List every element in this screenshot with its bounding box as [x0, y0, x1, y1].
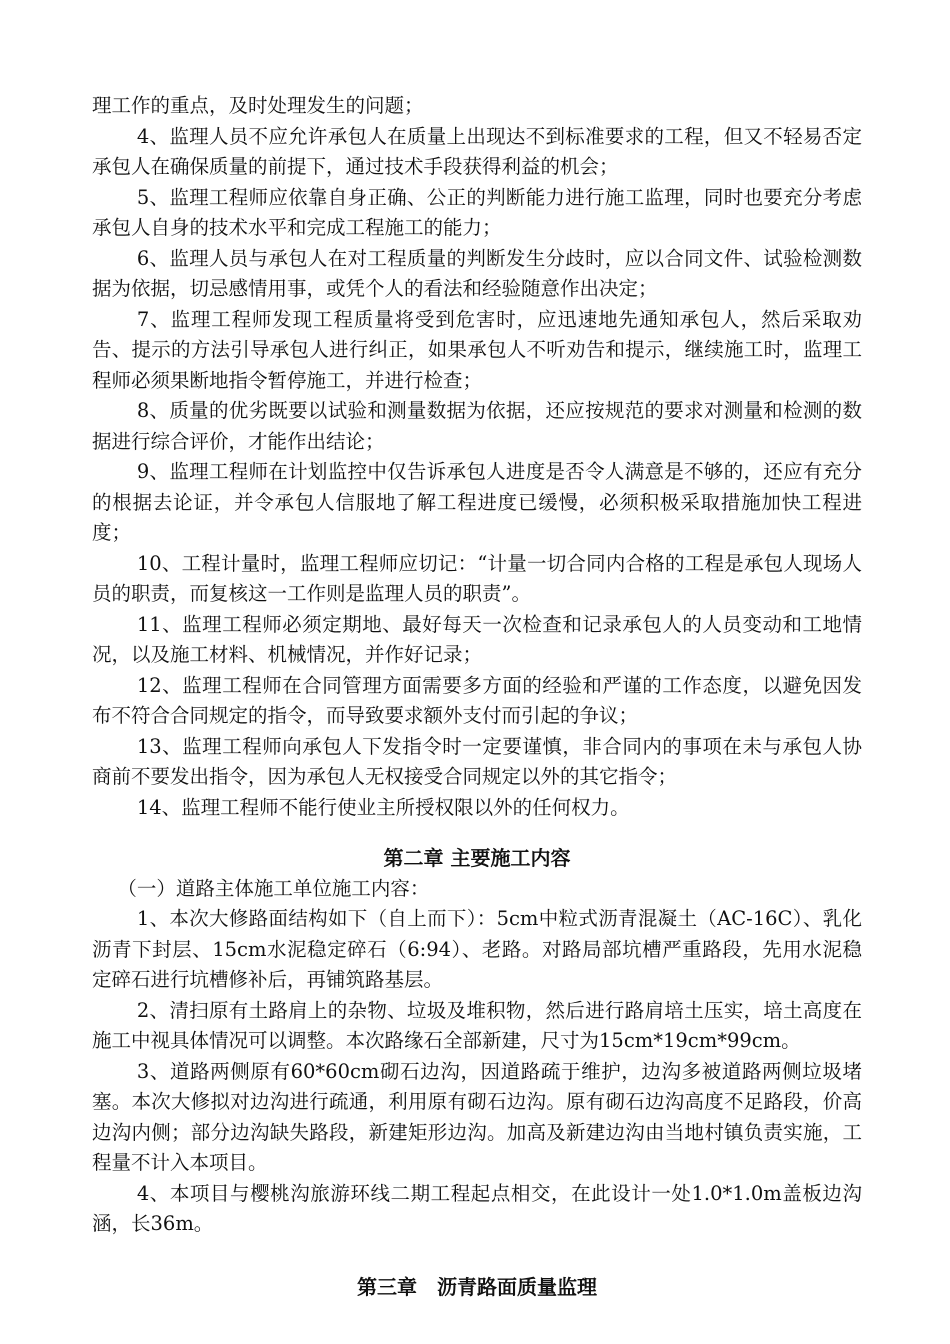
chapter-2-item-3: 3、道路两侧原有60*60cm砌石边沟，因道路疏于维护，边沟多被道路两侧垃圾堵塞。本次大修拟对边沟进行疏通，利用原有砌石边沟。原有砌石边沟高度不足路段，价高边沟内侧；部分边沟缺失路段，新建矩形边沟。加高及新建边沟由当地村镇负责实施，工程量不计入本项目。	[92, 1059, 862, 1174]
paragraph-item-4: 4、监理人员不应允许承包人在质量上出现达不到标准要求的工程，但又不轻易否定承包人在确保质量的前提下，通过技术手段获得利益的机会；	[92, 124, 862, 178]
paragraph-item-12: 12、监理工程师在合同管理方面需要多方面的经验和严谨的工作态度，以避免因发布不符合合同规定的指令，而导致要求额外支付而引起的争议；	[92, 673, 862, 727]
chapter-2-item-1: 1、本次大修路面结构如下（自上而下）：5cm中粒式沥青混凝土（AC-16C）、乳化沥青下封层、15cm水泥稳定碎石（6:94）、老路。对路局部坑槽严重路段，先用水泥稳定碎石进行坑槽修补后，再铺筑路基层。	[92, 907, 862, 991]
paragraph-item-9: 9、监理工程师在计划监控中仅告诉承包人进度是否令人满意是不够的，还应有充分的根据去论证，并令承包人信服地了解工程进度已缓慢，必须积极采取措施加快工程进度；	[92, 460, 862, 544]
paragraph-item-14: 14、监理工程师不能行使业主所授权限以外的任何权力。	[136, 795, 630, 819]
paragraph-item-7: 7、监理工程师发现工程质量将受到危害时，应迅速地先通知承包人，然后采取劝告、提示的方法引导承包人进行纠正，如果承包人不听劝告和提示，继续施工时，监理工程师必须果断地指令暂停施工，并进行检查；	[92, 307, 862, 392]
chapter-3-heading: 第三章 沥青路面质量监理	[357, 1274, 597, 1299]
document-body	[92, 91, 862, 1302]
chapter-2-heading: 第二章 主要施工内容	[383, 846, 571, 870]
paragraph-item-6: 6、监理人员与承包人在对工程质量的判断发生分歧时，应以合同文件、试验检测数据为依据，切忌感情用事，或凭个人的看法和经验随意作出决定；	[92, 246, 862, 300]
paragraph-continuation: 理工作的重点，及时处理发生的问题；	[92, 94, 424, 117]
chapter-2-item-4: 4、本项目与樱桃沟旅游环线二期工程起点相交，在此设计一处1.0*1.0m盖板边沟涵，长36m。	[92, 1181, 862, 1235]
paragraph-item-8: 8、质量的优劣既要以试验和测量数据为依据，还应按规范的要求对测量和检测的数据进行综合评价，才能作出结论；	[92, 399, 862, 453]
paragraph-item-13: 13、监理工程师向承包人下发指令时一定要谨慎，非合同内的事项在未与承包人协商前不要发出指令，因为承包人无权接受合同规定以外的其它指令；	[92, 734, 862, 788]
paragraph-item-5: 5、监理工程师应依靠自身正确、公正的判断能力进行施工监理，同时也要充分考虑承包人自身的技术水平和完成工程施工的能力；	[92, 185, 862, 239]
chapter-2-subtitle: （一）道路主体施工单位施工内容：	[117, 876, 430, 900]
chapter-2-item-2: 2、清扫原有土路肩上的杂物、垃圾及堆积物，然后进行路肩培土压实，培土高度在施工中视具体情况可以调整。本次路缘石全部新建，尺寸为15cm*19cm*99cm。	[92, 998, 862, 1052]
paragraph-item-10: 10、工程计量时，监理工程师应切记：“计量一切合同内合格的工程是承包人现场人员的职责，而复核这一工作则是监理人员的职责”。	[92, 551, 862, 605]
paragraph-item-11: 11、监理工程师必须定期地、最好每天一次检查和记录承包人的人员变动和工地情况，以及施工材料、机械情况，并作好记录；	[92, 612, 862, 666]
